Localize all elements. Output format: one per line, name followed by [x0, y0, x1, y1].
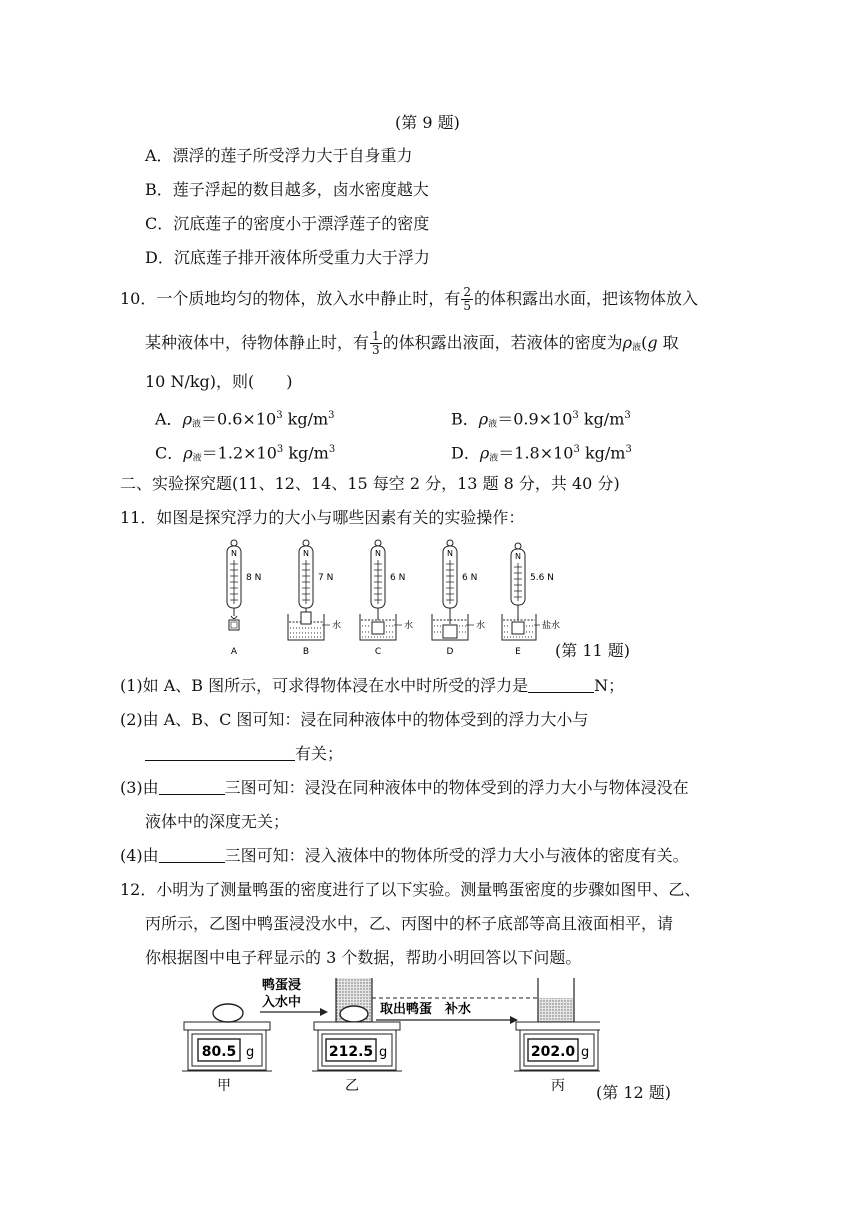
liquid-label-b: 水: [332, 621, 342, 631]
liquid-label-e: 盐水: [542, 621, 561, 631]
q10-line1: 10．一个质地均匀的物体，放入水中静止时，有 $\frac{2}{5}$ 的体积露出水面，把该物体放入: [120, 285, 699, 313]
spring-scale-a: [227, 540, 261, 657]
section2-heading: 二、实验探究题(11、12、14、15 每空 2 分，13 题 8 分，共 40 分): [120, 474, 620, 493]
scale-jia: [182, 1004, 272, 1094]
panel-label-d: D: [446, 647, 454, 657]
q11-part2: (2)由 A、B、C 图可知：浸在同种液体中的物体受到的浮力大小与: [120, 710, 589, 729]
arrow1-text-1: 鸭蛋浸: [262, 978, 302, 993]
scale-bing: [514, 978, 600, 1094]
q9-option-b: B．莲子浮起的数目越多，卤水密度越大: [145, 180, 429, 199]
answer-blank[interactable]: [159, 848, 225, 863]
reading-b: 7 N: [318, 573, 334, 583]
q11-part3-cont: 液体中的深度无关；: [145, 812, 290, 831]
q11-figure: [210, 538, 570, 660]
reading-c: 6 N: [390, 573, 406, 583]
liquid-label-d: 水: [476, 621, 486, 631]
q10-line2: 某种液体中，待物体静止时，有 $\frac{1}{3}$ 的体积露出液面，若液体的密度为$\rho_液(g$ 取: [145, 329, 679, 357]
q10-option-d: D．$\rho_液=1.8\times 10^3$ $kg/m^3$: [451, 443, 632, 464]
egg: [340, 1006, 368, 1022]
unit-jia: g: [246, 1045, 255, 1060]
panel-label-c: C: [374, 647, 382, 657]
panel-label-a: A: [230, 647, 238, 657]
q10-option-b: B．$\rho_液=0.9\times 10^3$ $kg/m^3$: [451, 409, 631, 430]
reading-yi: 212.5: [328, 1044, 374, 1060]
q11-stem: 11．如图是探究浮力的大小与哪些因素有关的实验操作：: [120, 508, 525, 527]
reading-a: 8 N: [246, 573, 262, 583]
fraction-two-fifths: $\frac{2}{5}$: [463, 285, 472, 313]
arrow1-text-2: 入水中: [262, 995, 302, 1010]
q10-option-a: A．$\rho_液=0.6\times 10^3$ $kg/m^3$: [155, 409, 335, 430]
n-label: N: [447, 549, 453, 558]
q12-line3: 你根据图中电子秤显示的 3 个数据，帮助小明回答以下问题。: [145, 948, 582, 967]
q11-part3: (3)由 三图可知：浸没在同种液体中的物体受到的浮力大小与物体浸没在: [120, 778, 689, 797]
spring-scale-b: [288, 540, 341, 657]
arrow-immerse: [260, 977, 328, 1016]
panel-label-b: B: [302, 647, 310, 657]
q9-caption: (第 9 题): [395, 113, 460, 132]
answer-blank[interactable]: [528, 678, 594, 693]
q11-part4: (4)由 三图可知：浸入液体中的物体所受的浮力大小与液体的密度有关。: [120, 846, 689, 865]
liquid-label-c: 水: [404, 621, 414, 631]
q11-caption: (第 11 题): [555, 641, 631, 660]
scale-yi: [312, 978, 402, 1094]
spring-scale-e: [502, 543, 560, 657]
q12-figure: [180, 976, 600, 1096]
unit-bing: g: [581, 1045, 590, 1060]
label-jia: 甲: [217, 1078, 231, 1094]
n-label: N: [303, 549, 309, 558]
q10-option-c: C．$\rho_液=1.2\times 10^3$ $kg/m^3$: [155, 443, 336, 464]
q9-option-a: A．漂浮的莲子所受浮力大于自身重力: [145, 146, 413, 165]
q9-option-c: C．沉底莲子的密度小于漂浮莲子的密度: [145, 214, 430, 233]
q11-part1: (1)如 A、B 图所示，可求得物体浸在水中时所受的浮力是 N；: [120, 676, 625, 695]
q12-line1: 12．小明为了测量鸭蛋的密度进行了以下实验。测量鸭蛋密度的步骤如图甲、乙、: [120, 880, 701, 899]
reading-d: 6 N: [462, 573, 478, 583]
n-label: N: [231, 549, 237, 558]
q12-caption: (第 12 题): [596, 1083, 672, 1102]
panel-label-e: E: [515, 647, 521, 657]
label-yi: 乙: [345, 1078, 359, 1094]
arrow-remove-refill: [376, 1001, 518, 1024]
q10-line3: 10 N/kg)，则( ): [145, 372, 293, 391]
q12-line2: 丙所示，乙图中鸭蛋浸没水中，乙、丙图中的杯子底部等高且液面相平，请: [145, 914, 674, 933]
label-bing: 丙: [551, 1078, 565, 1094]
arrow2-text: 取出鸭蛋 补水: [380, 1002, 472, 1017]
egg: [213, 1004, 243, 1022]
n-label: N: [375, 549, 381, 558]
q11-part2-cont: 有关；: [145, 744, 343, 764]
spring-scale-c: [360, 540, 413, 657]
reading-e: 5.6 N: [530, 573, 554, 583]
answer-blank[interactable]: [145, 746, 295, 761]
spring-scale-d: [432, 540, 485, 657]
q9-option-d: D．沉底莲子排开液体所受重力大于浮力: [145, 248, 430, 267]
answer-blank[interactable]: [159, 780, 225, 795]
unit-yi: g: [379, 1045, 388, 1060]
n-label: N: [515, 552, 521, 561]
fraction-one-third: $\frac{1}{3}$: [372, 329, 380, 357]
reading-jia: 80.5: [201, 1044, 237, 1060]
reading-bing: 202.0: [530, 1044, 576, 1060]
